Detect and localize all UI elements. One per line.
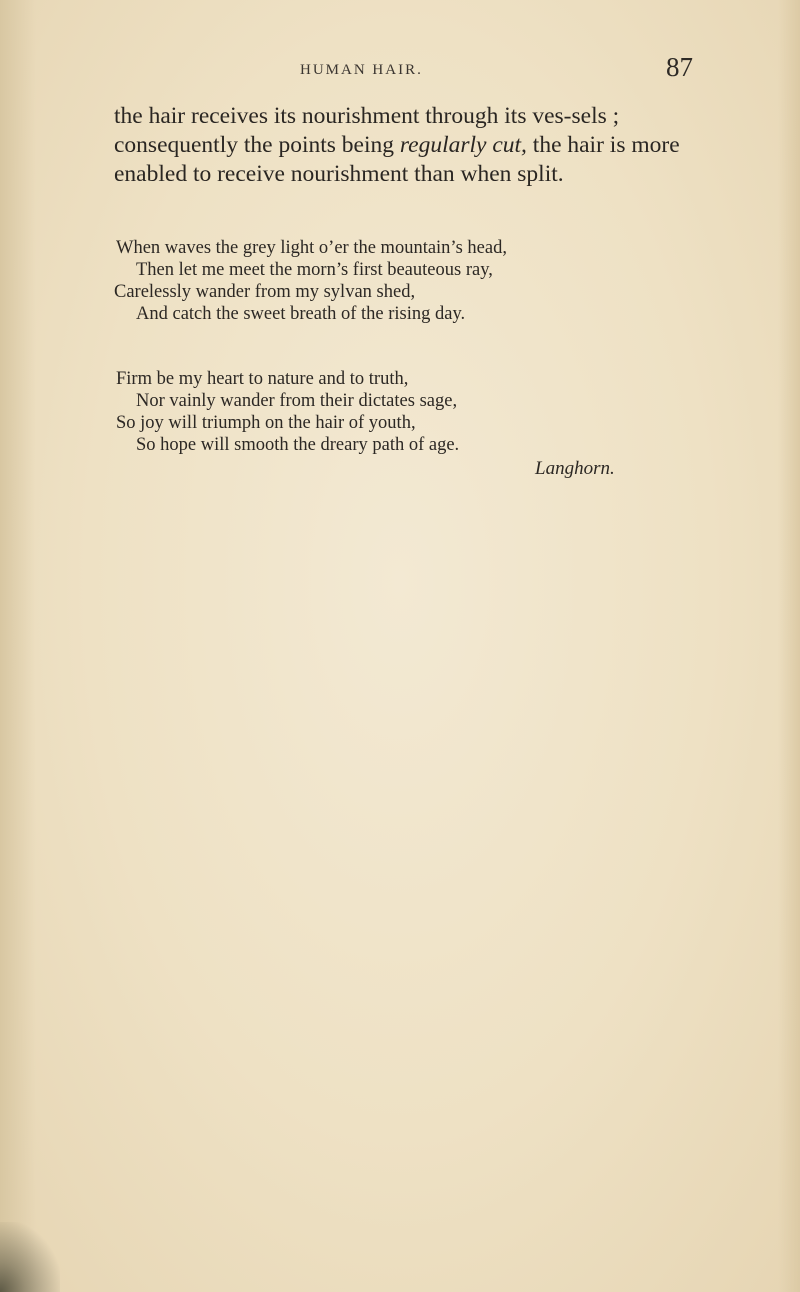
poem-line: Carelessly wander from my sylvan shed,	[114, 282, 416, 302]
poem-line: Nor vainly wander from their dictates sage,	[136, 391, 458, 411]
running-title: HUMAN HAIR.	[300, 62, 423, 78]
paragraph-emphasis: regularly cut,	[399, 132, 527, 158]
page-number: 87	[666, 52, 693, 82]
page-corner-shadow	[0, 1222, 60, 1292]
paragraph-text	[114, 102, 714, 189]
page-edge-shadow-right	[778, 0, 800, 1292]
body-paragraph	[114, 102, 714, 189]
poem-line: So hope will smooth the dreary path of age.	[136, 435, 460, 455]
poem-line: So joy will triumph on the hair of youth,	[116, 413, 416, 433]
paragraph-text-end: the hair is more enabled to receive nourishment than when split.	[114, 132, 680, 187]
poem-line: When waves the grey light o’er the mountain’s head,	[116, 238, 507, 258]
poem-line: Firm be my heart to nature and to truth,	[116, 369, 409, 389]
poem-attribution: Langhorn.	[535, 458, 615, 479]
poem-line: And catch the sweet breath of the rising day.	[136, 304, 466, 324]
running-header	[0, 50, 800, 90]
poem-line: Then let me meet the morn’s first beauteous ray,	[136, 260, 493, 280]
paragraph-text-start: the hair receives its nourishment through its ves-sels ; consequently the points being	[114, 103, 620, 158]
page-edge-shadow-left	[0, 0, 36, 1292]
